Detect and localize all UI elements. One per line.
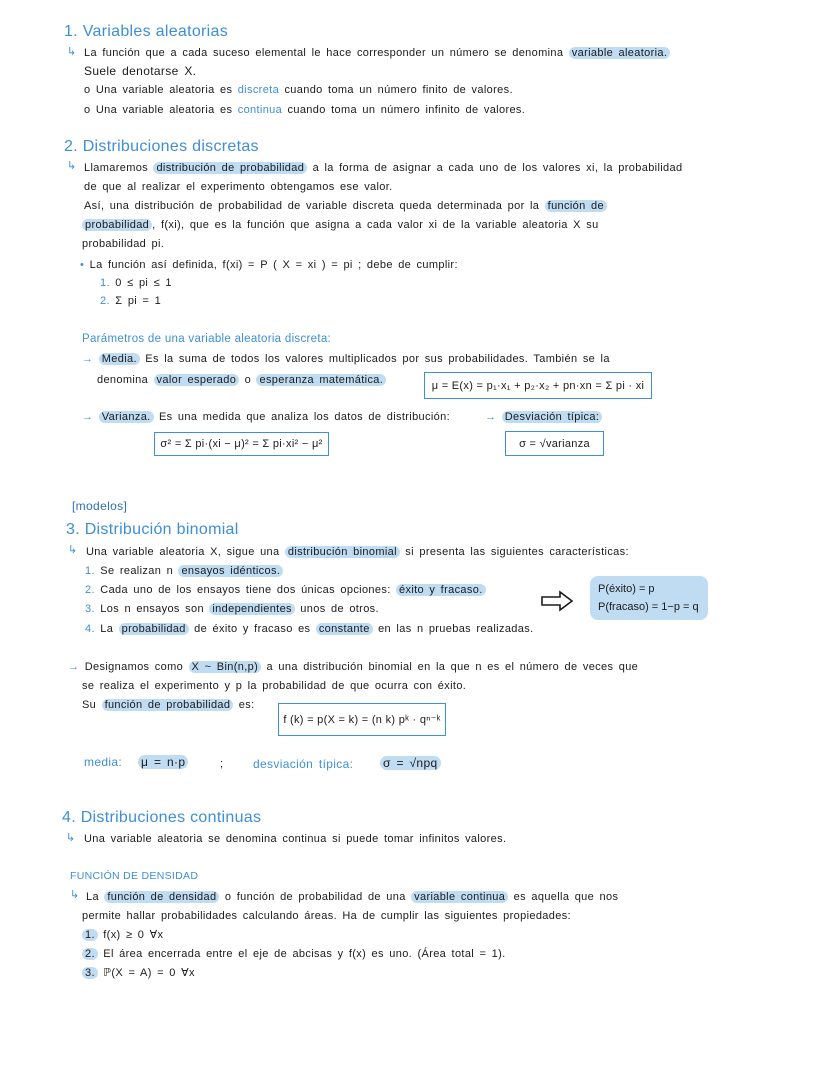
highlighted-term: 2.	[82, 948, 98, 960]
highlighted-term: 1.	[82, 929, 98, 941]
text-segment: o	[239, 374, 257, 386]
highlighted-term: probabilidad	[82, 219, 152, 231]
text-segment: probabilidad pi.	[82, 238, 165, 250]
text-line	[86, 889, 618, 905]
highlighted-term: variable continua	[411, 891, 508, 903]
return-arrow-icon: ↳	[66, 832, 76, 844]
accent-text: 2.	[85, 584, 101, 596]
text-segment: es aquella que nos	[508, 891, 619, 903]
text-line	[82, 678, 466, 694]
return-arrow-icon: ↳	[70, 889, 80, 901]
highlighted-term: probabilidad	[119, 623, 189, 635]
text-segment: de que al realizar el experimento obtengamos ese valor.	[84, 181, 393, 193]
list-item	[85, 621, 533, 637]
text-segment: denomina	[97, 374, 154, 386]
text-line	[84, 179, 393, 195]
text-segment: a una distribución binomial en la que n es el número de veces que	[261, 661, 639, 673]
probabilities-box	[590, 576, 708, 620]
text-line	[68, 659, 638, 675]
accent-text: →	[82, 411, 99, 423]
list-item	[85, 563, 283, 579]
accent-text: 2.	[100, 295, 116, 307]
highlighted-term: ensayos idénticos.	[178, 565, 283, 577]
text-line	[84, 831, 506, 847]
text-segment: La función que a cada suceso elemental le hace corresponder un número se denomina	[84, 47, 569, 59]
highlighted-term: distribución de probabilidad	[153, 162, 307, 174]
text-segment: o Una variable aleatoria es	[84, 104, 238, 116]
double-arrow-icon	[540, 590, 574, 617]
text-segment: Su	[82, 699, 102, 711]
media-label: media:	[84, 755, 123, 769]
desv-value	[380, 755, 441, 771]
highlighted-term: valor esperado	[154, 374, 240, 386]
text-segment: Así, una distribución de probabilidad de variable discreta queda determinada por la	[84, 200, 545, 212]
text-segment: Los n ensayos son	[100, 603, 210, 615]
highlighted-term: función de probabilidad	[102, 699, 234, 711]
text-segment: se realiza el experimento y p la probabilidad de que ocurra con éxito.	[82, 680, 467, 692]
section-4-title: 4. Distribuciones continuas	[62, 809, 262, 826]
varianza-formula-box: σ² = Σ pi·(xi − μ)² = Σ pi·xi² − μ²	[154, 432, 329, 456]
text-segment: unos de otros.	[294, 603, 379, 615]
text-segment: La	[86, 891, 105, 903]
media-value	[138, 754, 188, 770]
list-item	[82, 965, 195, 981]
text-segment: de éxito y fracaso es	[188, 623, 316, 635]
list-item	[85, 601, 379, 617]
desv-value-text: σ = √npq	[380, 756, 441, 770]
text-segment: o función de probabilidad de una	[219, 891, 412, 903]
text-line	[82, 409, 450, 425]
text-line	[82, 351, 610, 367]
highlighted-term: constante	[316, 623, 373, 635]
desviacion-formula-box: σ = √varianza	[505, 431, 604, 456]
density-heading: FUNCIÓN DE DENSIDAD	[70, 870, 199, 882]
highlighted-term: función de densidad	[104, 891, 219, 903]
highlighted-term: esperanza matemática.	[256, 374, 386, 386]
text-segment: es:	[233, 699, 255, 711]
accent-text: 1.	[100, 277, 116, 289]
text-segment: en las n pruebas realizadas.	[372, 623, 534, 635]
text-segment: cuando toma un número finito de valores.	[279, 84, 513, 96]
accent-text: •	[80, 259, 90, 271]
text-segment: Suele denotarse X.	[84, 64, 197, 78]
text-segment: Es la suma de todos los valores multiplicados por sus probabilidades. También se la	[139, 353, 610, 365]
text-segment: Una variable aleatoria X, sigue una	[86, 546, 285, 558]
text-line	[80, 257, 458, 273]
text-line	[86, 544, 629, 560]
text-segment: permite hallar probabilidades calculando áreas. Ha de cumplir las siguientes propiedades:	[82, 910, 571, 922]
text-segment: o Una variable aleatoria es	[84, 84, 238, 96]
text-segment: ℙ(X = A) = 0 ∀x	[97, 967, 195, 979]
highlighted-term: distribución binomial	[285, 546, 400, 558]
list-item	[100, 293, 161, 309]
text-segment: cuando toma un número infinito de valores.	[282, 104, 526, 116]
highlighted-term: función de	[545, 200, 607, 212]
list-item	[82, 946, 506, 962]
text-line	[82, 697, 255, 713]
text-line	[84, 45, 670, 61]
section-2-title: 2. Distribuciones discretas	[64, 138, 259, 155]
media-value-text: μ = n·p	[138, 755, 188, 769]
text-segment: , f(xi), que es la función que asigna a cada valor xi de la variable aleatoria X su	[152, 219, 599, 231]
desv-label: desviación típica:	[253, 757, 354, 771]
highlighted-term: Varianza.	[99, 411, 154, 423]
text-segment: La	[100, 623, 119, 635]
list-item	[100, 275, 172, 291]
list-item	[84, 82, 513, 98]
accent-text: →	[485, 411, 502, 423]
accent-text: →	[82, 353, 99, 365]
list-item	[84, 102, 525, 118]
text-segment: a la forma de asignar a cada uno de los valores xi, la probabilidad	[307, 162, 683, 174]
text-segment: Una variable aleatoria se denomina continua si puede tomar infinitos valores.	[84, 833, 507, 845]
highlighted-term: variable aleatoria.	[569, 47, 670, 59]
params-heading: Parámetros de una variable aleatoria discreta:	[82, 333, 332, 345]
accent-text: discreta	[237, 84, 280, 96]
text-segment: si presenta las siguientes características:	[399, 546, 629, 558]
text-segment: Es una medida que analiza los datos de distribución:	[153, 411, 451, 423]
text-segment: Llamaremos	[84, 162, 154, 174]
text-line	[82, 217, 599, 233]
text-segment: Se realizan n	[100, 565, 179, 577]
funcion-formula-box: f (k) = p(X = k) = (n k) pᵏ · qⁿ⁻ᵏ	[278, 703, 446, 736]
accent-text: 1.	[85, 565, 101, 577]
text-line	[82, 908, 571, 924]
text-segment: Σ pi = 1	[115, 295, 162, 307]
text-segment: f(x) ≥ 0 ∀x	[97, 929, 164, 941]
accent-text: 4.	[85, 623, 101, 635]
highlighted-term: independientes	[209, 603, 295, 615]
accent-text: →	[68, 661, 85, 673]
accent-text: continua	[237, 104, 283, 116]
highlighted-term: Desviación típica:	[502, 411, 603, 423]
p-fracaso: P(fracaso) = 1−p = q	[598, 601, 699, 613]
text-segment: El área encerrada entre el eje de abcisas y f(x) es uno. (Área total = 1).	[97, 948, 506, 960]
list-item	[82, 927, 163, 943]
highlighted-term: X ~ Bin(n,p)	[189, 661, 262, 673]
section-1-title: 1. Variables aleatorias	[64, 23, 229, 40]
list-item	[85, 582, 486, 598]
highlighted-term: Media.	[99, 353, 140, 365]
text-segment: La función así definida, f(xi) = P ( X = xi ) = pi ; debe de cumplir:	[89, 259, 458, 271]
accent-text: 3.	[85, 603, 101, 615]
text-line	[84, 160, 682, 176]
text-line	[97, 372, 386, 388]
return-arrow-icon: ↳	[67, 160, 77, 172]
text-line	[84, 63, 196, 79]
modelos-tag: [modelos]	[72, 499, 128, 513]
section-3-title: 3. Distribución binomial	[66, 521, 239, 538]
text-segment: Cada uno de los ensayos tiene dos únicas opciones:	[100, 584, 397, 596]
highlighted-term: éxito y fracaso.	[396, 584, 486, 596]
text-segment: Designamos como	[84, 661, 189, 673]
highlighted-term: 3.	[82, 967, 98, 979]
text-segment: 0 ≤ pi ≤ 1	[115, 277, 172, 289]
text-line	[82, 236, 164, 252]
separator: ;	[220, 758, 224, 770]
p-exito: P(éxito) = p	[598, 583, 655, 595]
text-line	[485, 409, 602, 425]
return-arrow-icon: ↳	[68, 544, 78, 556]
media-formula-box: μ = E(x) = p₁·x₁ + p₂·x₂ + pn·xn = Σ pi · xi	[424, 372, 652, 399]
return-arrow-icon: ↳	[67, 46, 77, 58]
text-line	[84, 198, 607, 214]
